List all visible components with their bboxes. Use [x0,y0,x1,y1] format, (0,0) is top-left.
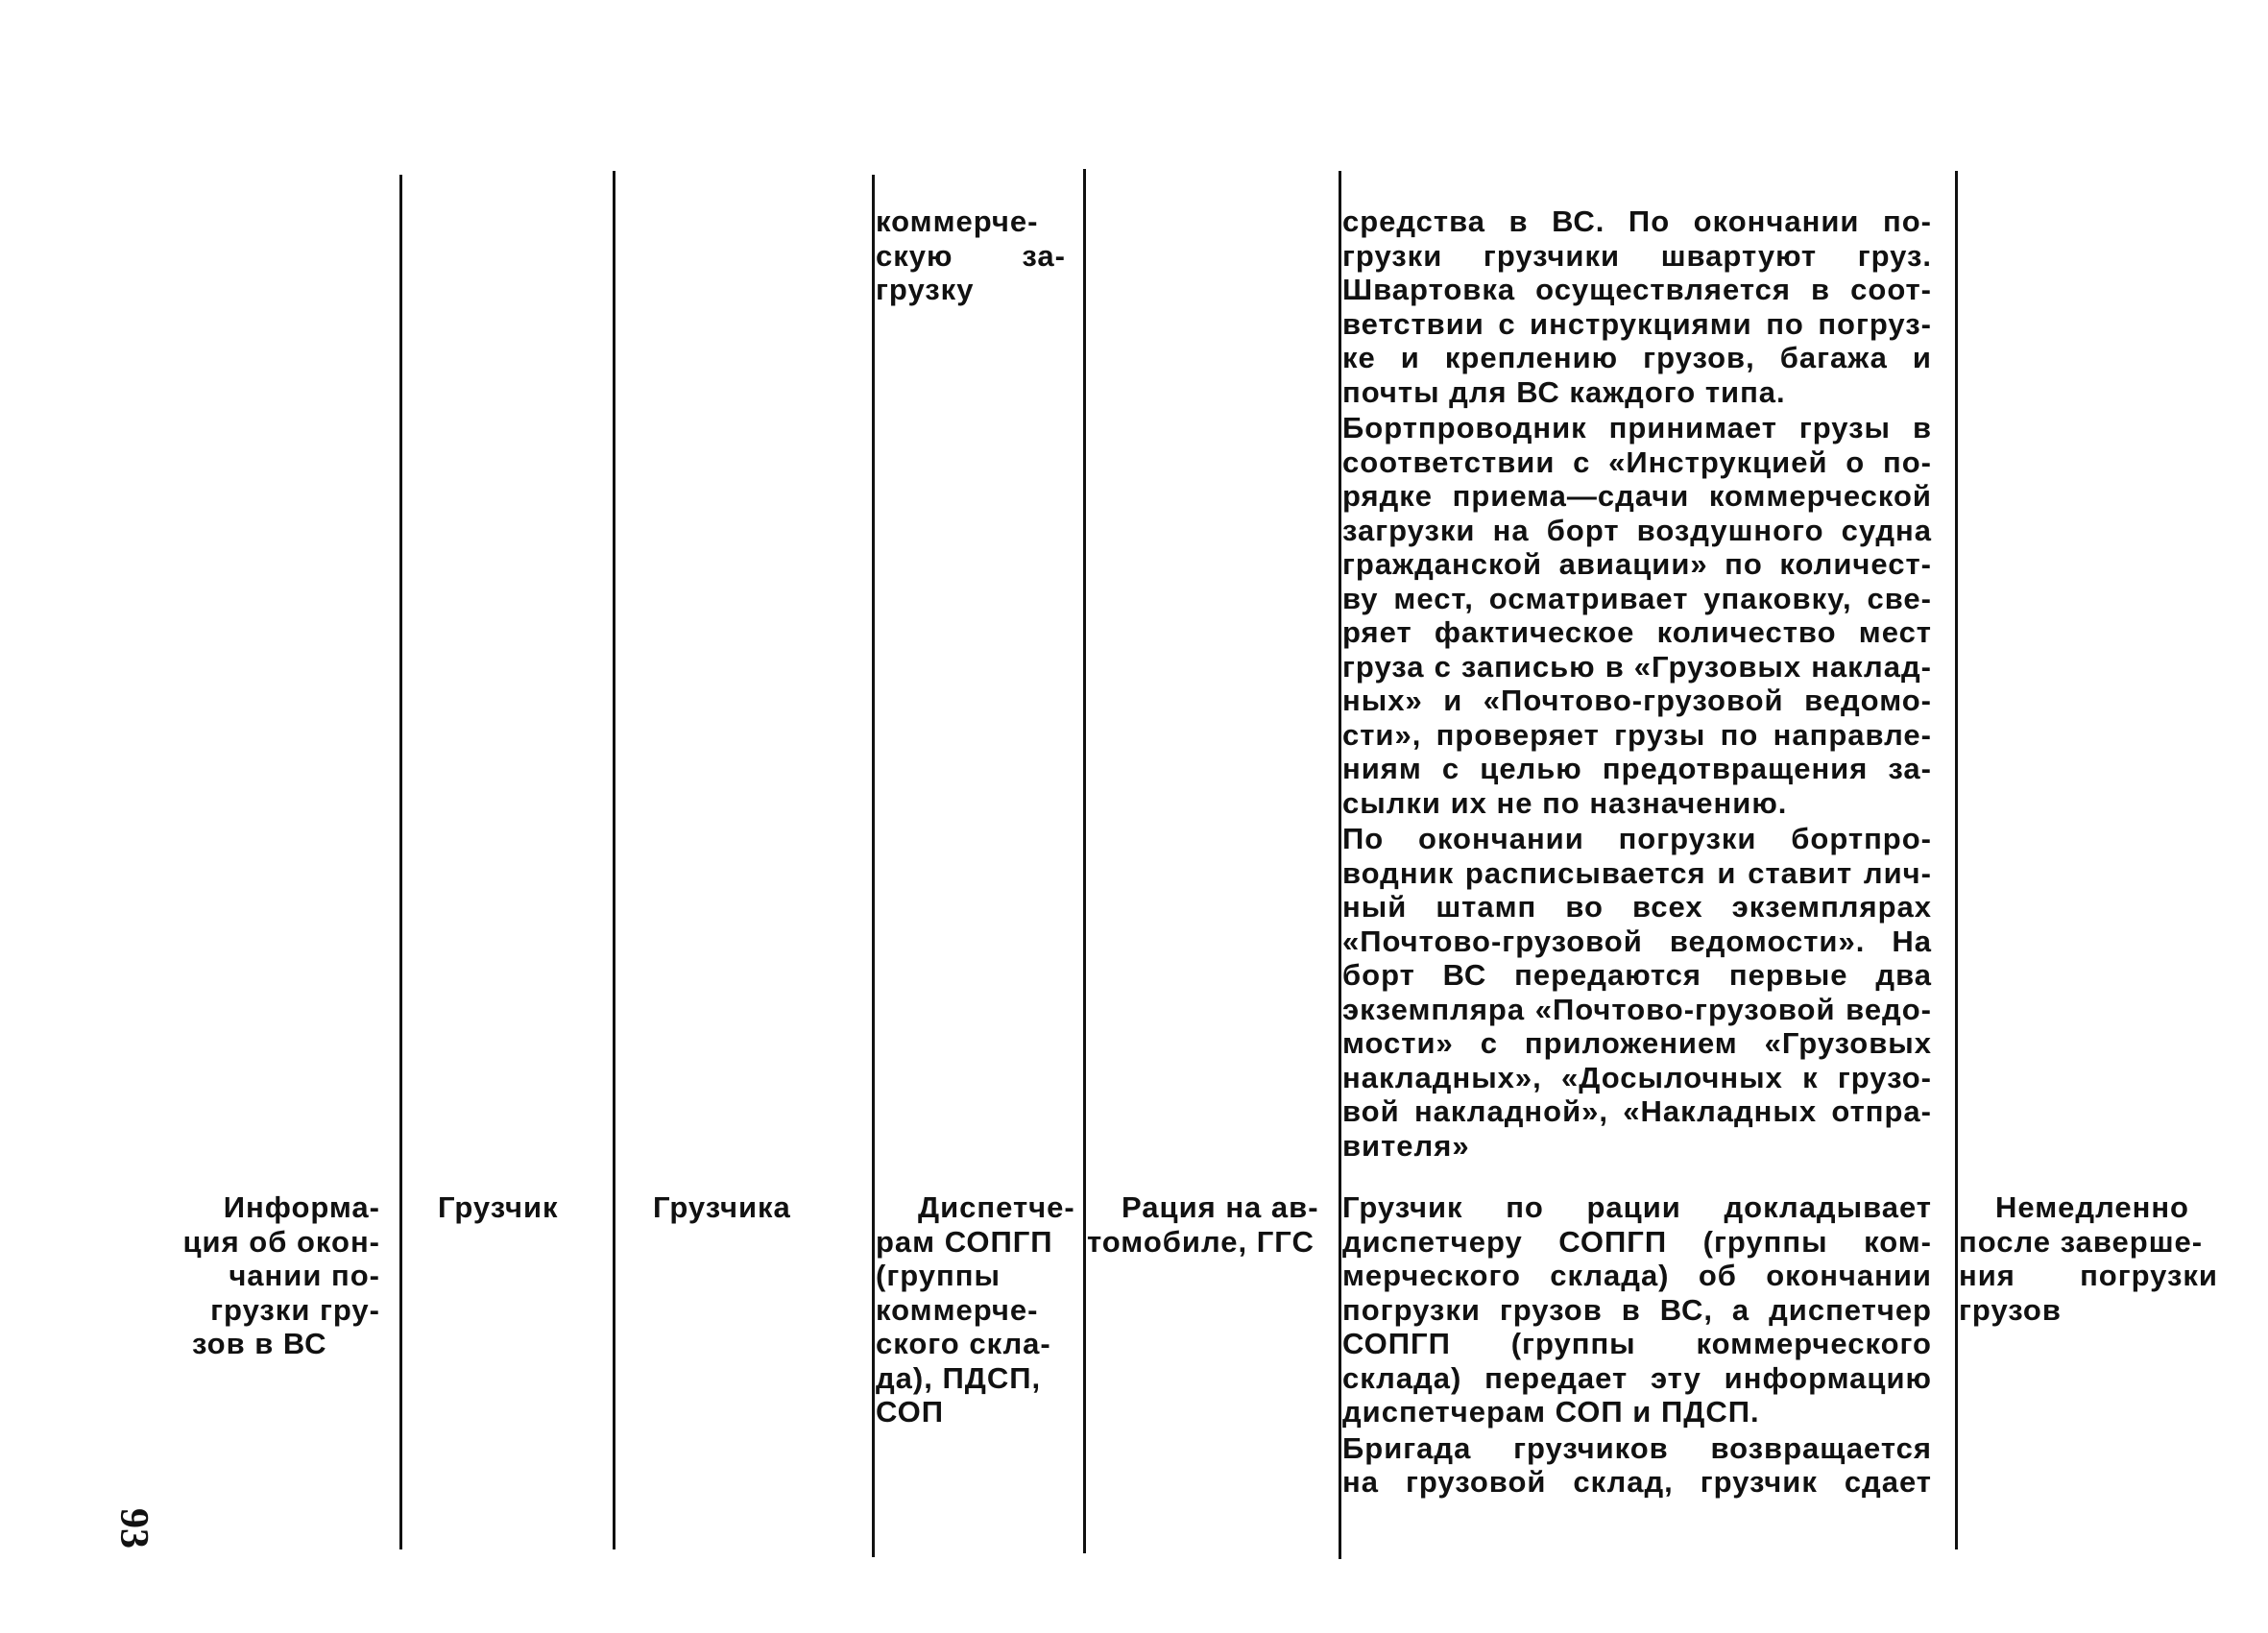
bottom-col3-text [653,1190,855,1225]
text-line: томобиле, ГГС [1087,1224,1315,1259]
text-line: сылки их не по назначению. [1342,785,1788,820]
text-line: ского скла- [876,1327,1051,1360]
text-line: Грузчик [438,1190,559,1224]
text-line: да), ПДСП, [876,1360,1042,1395]
text-line: погрузки грузов в ВС, а диспетчер [1342,1292,1932,1327]
text-line: Грузчика [653,1190,791,1224]
bottom-col4-text [876,1190,1077,1429]
text-line: водник расписывается и ставит лич- [1342,855,1932,890]
column-rule-6 [1955,171,1958,1549]
text-line: Бортпроводник принимает грузы в [1342,411,1932,444]
text-line: ветствии с инструкциями по погруз- [1342,306,1932,341]
text-line: коммерче- [876,1292,1039,1327]
bottom-col5-text [1087,1190,1329,1259]
text-line: борт ВС передаются первые два [1342,958,1932,992]
text-line: ву мест, осматривает упаковку, све- [1342,581,1932,615]
text-line: средства в ВС. По окончании по- [1342,204,1932,238]
text-line: ниям с целью предотвращения за- [1342,752,1932,785]
text-line: коммерче- [876,204,1039,238]
text-line: СОП [876,1395,945,1429]
text-line: ния погрузки [1959,1259,2218,1292]
text-line: Рация на ав- [1122,1190,1319,1224]
text-line: рядке приема—сдачи коммерческой [1342,479,1932,513]
text-line: Немедленно [1995,1190,2189,1224]
paragraph [1342,1431,1932,1500]
text-line: вителя» [1342,1128,1470,1163]
bottom-col1-text [182,1190,380,1361]
text-line: Диспетче- [918,1190,1075,1224]
bottom-col7-text [1959,1190,2218,1327]
text-line: ный штамп во всех экземплярах [1342,890,1932,924]
top-col4-text [876,204,1066,307]
bottom-col2-text [438,1190,601,1225]
paragraph [1342,411,1932,820]
page-number: 93 [111,1508,156,1549]
column-rule-3 [872,175,875,1557]
text-line: СОПГП (группы коммерческого [1342,1327,1932,1360]
text-line: чании по- [229,1259,380,1292]
text-line: мости» с приложением «Грузовых [1342,1026,1932,1060]
text-line: гражданской авиации» по количест- [1342,547,1932,581]
text-line: грузки гру- [210,1292,380,1327]
paragraph [1342,1190,1932,1429]
text-line: ных» и «Почтово-грузовой ведомо- [1342,684,1932,717]
text-line: грузку [876,273,975,306]
text-line: ция об окон- [182,1224,380,1259]
text-line: скую за- [876,238,1066,273]
column-rule-5 [1339,171,1341,1559]
text-line: после заверше- [1959,1224,2204,1259]
paragraph [1342,822,1932,1163]
text-line: на грузовой склад, грузчик сдает [1342,1465,1932,1499]
top-col6-text [1342,204,1932,1163]
text-line: накладных», «Досылочных к грузо- [1342,1060,1932,1094]
text-line: Грузчик по рации докладывает [1342,1190,1932,1224]
text-line: сти», проверяет грузы по направле- [1342,717,1932,752]
paragraph [1342,204,1932,409]
text-line: ке и креплению грузов, багажа и [1342,341,1932,374]
text-line: склада) передает эту информацию [1342,1360,1932,1395]
text-line: По окончании погрузки бортпро- [1342,822,1932,855]
text-line: мерческого склада) об окончании [1342,1259,1932,1292]
text-line: Бригада грузчиков возвращается [1342,1430,1932,1465]
text-line: зов в ВС [192,1327,327,1360]
text-line: диспетчерам СОП и ПДСП. [1342,1395,1760,1429]
text-line: грузов [1959,1292,2062,1327]
text-line: соответствии с «Инструкцией о по- [1342,444,1932,479]
text-line: почты для ВС каждого типа. [1342,374,1786,409]
text-line: загрузки на борт воздушного судна [1342,513,1932,547]
text-line: экземпляра «Почтово-грузовой ведо- [1342,992,1932,1026]
text-line: вой накладной», «Накладных отпра- [1342,1094,1932,1128]
text-line: Швартовка осуществляется в соот- [1342,273,1932,306]
bottom-col6-text [1342,1190,1932,1500]
text-line: ряет фактическое количество мест [1342,615,1932,649]
text-line: «Почтово-грузовой ведомости». На [1342,924,1932,958]
text-line: (группы [876,1259,1001,1292]
text-line: грузки грузчики швартуют груз. [1342,238,1932,273]
column-rule-4 [1083,169,1086,1553]
text-line: груза с записью в «Грузовых наклад- [1342,649,1932,684]
text-line: Информа- [223,1190,380,1224]
column-rule-1 [399,175,402,1549]
column-rule-2 [613,171,615,1549]
text-line: рам СОПГП [876,1224,1053,1259]
text-line: диспетчеру СОПГП (группы ком- [1342,1224,1932,1259]
